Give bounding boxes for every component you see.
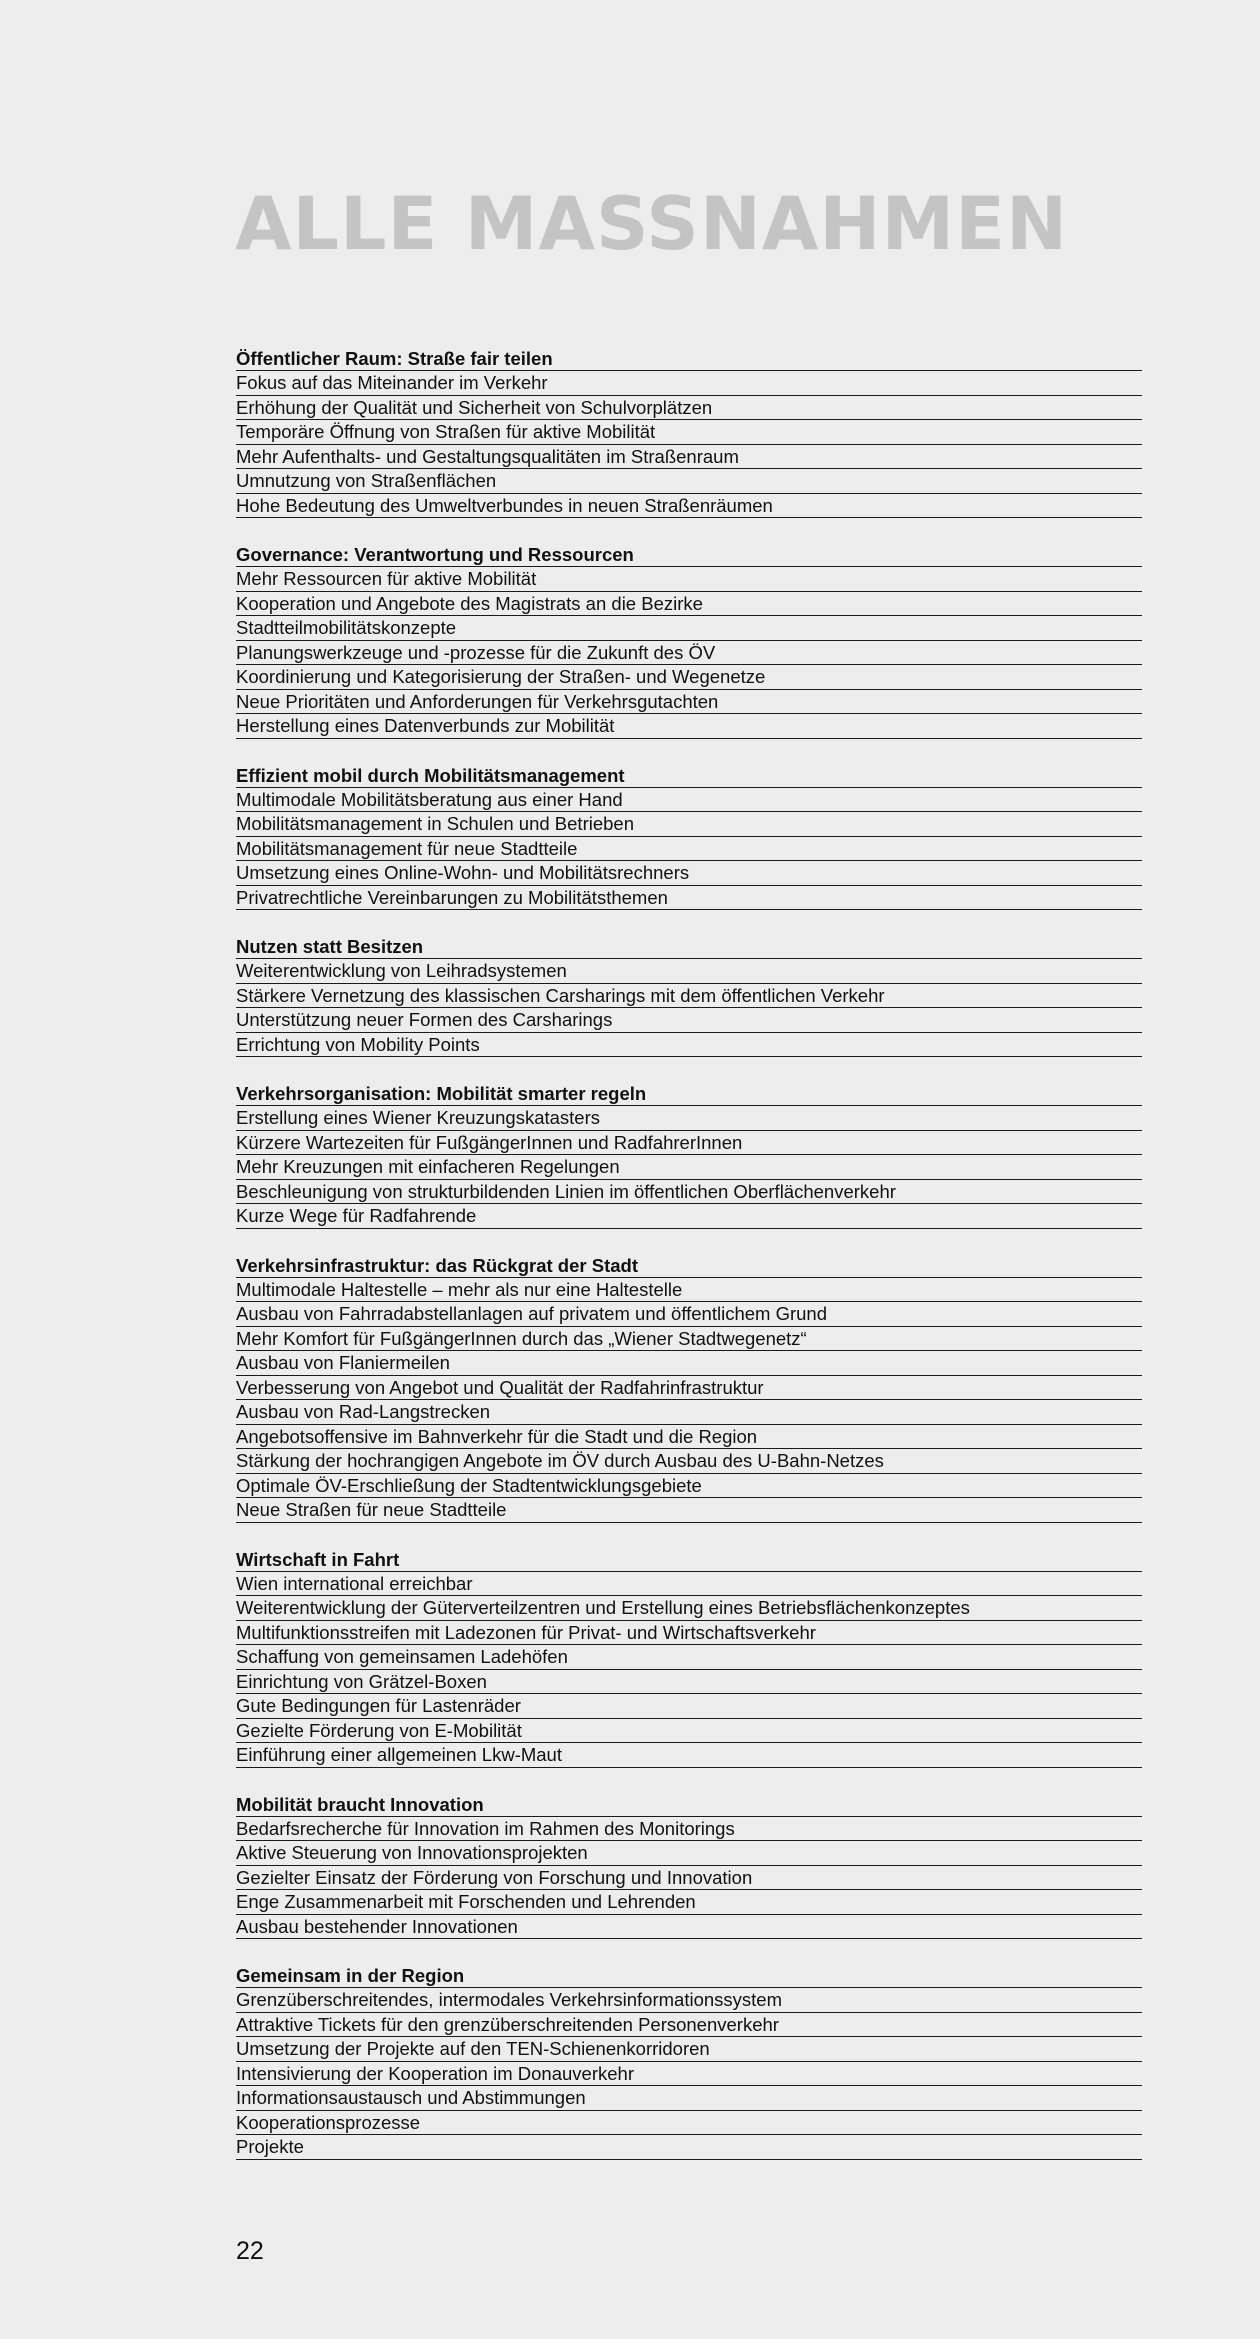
measure-item: Mobilitätsmanagement für neue Stadtteile xyxy=(236,837,1142,862)
measure-item: Optimale ÖV-Erschließung der Stadtentwicklungsgebiete xyxy=(236,1474,1142,1499)
measure-item: Ausbau von Rad-Langstrecken xyxy=(236,1400,1142,1425)
page-number: 22 xyxy=(236,2237,264,2265)
section-heading: Nutzen statt Besitzen xyxy=(236,935,1142,959)
measure-section xyxy=(236,1964,1142,2160)
measure-section xyxy=(236,543,1142,739)
measure-item: Gezielte Förderung von E-Mobilität xyxy=(236,1719,1142,1744)
measure-item: Hohe Bedeutung des Umweltverbundes in neuen Straßenräumen xyxy=(236,494,1142,519)
measure-item: Aktive Steuerung von Innovationsprojekten xyxy=(236,1841,1142,1866)
section-heading: Mobilität braucht Innovation xyxy=(236,1793,1142,1817)
measure-item: Wien international erreichbar xyxy=(236,1572,1142,1597)
measure-item: Privatrechtliche Vereinbarungen zu Mobilitätsthemen xyxy=(236,886,1142,911)
measure-item: Erstellung eines Wiener Kreuzungskatasters xyxy=(236,1106,1142,1131)
measure-item: Stärkere Vernetzung des klassischen Carsharings mit dem öffentlichen Verkehr xyxy=(236,984,1142,1009)
measure-item: Ausbau bestehender Innovationen xyxy=(236,1915,1142,1940)
measure-item: Mobilitätsmanagement in Schulen und Betrieben xyxy=(236,812,1142,837)
measure-item: Enge Zusammenarbeit mit Forschenden und Lehrenden xyxy=(236,1890,1142,1915)
measure-item: Bedarfsrecherche für Innovation im Rahmen des Monitorings xyxy=(236,1817,1142,1842)
measure-item: Multifunktionsstreifen mit Ladezonen für Privat- und Wirtschaftsverkehr xyxy=(236,1621,1142,1646)
measure-item: Neue Straßen für neue Stadtteile xyxy=(236,1498,1142,1523)
measure-item: Temporäre Öffnung von Straßen für aktive Mobilität xyxy=(236,420,1142,445)
measure-item: Errichtung von Mobility Points xyxy=(236,1033,1142,1058)
measure-item: Angebotsoffensive im Bahnverkehr für die Stadt und die Region xyxy=(236,1425,1142,1450)
section-heading: Öffentlicher Raum: Straße fair teilen xyxy=(236,347,1142,371)
section-heading: Effizient mobil durch Mobilitätsmanagement xyxy=(236,764,1142,788)
measure-section xyxy=(236,347,1142,518)
measure-item: Umnutzung von Straßenflächen xyxy=(236,469,1142,494)
measure-item: Erhöhung der Qualität und Sicherheit von Schulvorplätzen xyxy=(236,396,1142,421)
measure-item: Mehr Komfort für FußgängerInnen durch das „Wiener Stadtwegenetz“ xyxy=(236,1327,1142,1352)
measure-item: Einführung einer allgemeinen Lkw-Maut xyxy=(236,1743,1142,1768)
measure-item: Fokus auf das Miteinander im Verkehr xyxy=(236,371,1142,396)
page-title: ALLE MASSNAHMEN xyxy=(235,182,1069,267)
measure-item: Umsetzung der Projekte auf den TEN-Schienenkorridoren xyxy=(236,2037,1142,2062)
measure-section xyxy=(236,1793,1142,1940)
measure-item: Multimodale Haltestelle – mehr als nur eine Haltestelle xyxy=(236,1278,1142,1303)
measure-item: Informationsaustausch und Abstimmungen xyxy=(236,2086,1142,2111)
section-heading: Verkehrsinfrastruktur: das Rückgrat der Stadt xyxy=(236,1254,1142,1278)
section-heading: Governance: Verantwortung und Ressourcen xyxy=(236,543,1142,567)
measure-item: Stärkung der hochrangigen Angebote im ÖV durch Ausbau des U-Bahn-Netzes xyxy=(236,1449,1142,1474)
measure-item: Umsetzung eines Online-Wohn- und Mobilitätsrechners xyxy=(236,861,1142,886)
measure-item: Gute Bedingungen für Lastenräder xyxy=(236,1694,1142,1719)
measure-item: Mehr Aufenthalts- und Gestaltungsqualitäten im Straßenraum xyxy=(236,445,1142,470)
measure-item: Kurze Wege für Radfahrende xyxy=(236,1204,1142,1229)
measure-item: Einrichtung von Grätzel-Boxen xyxy=(236,1670,1142,1695)
measures-list xyxy=(236,347,1142,2185)
section-heading: Wirtschaft in Fahrt xyxy=(236,1548,1142,1572)
measure-item: Stadtteilmobilitätskonzepte xyxy=(236,616,1142,641)
measure-item: Koordinierung und Kategorisierung der Straßen- und Wegenetze xyxy=(236,665,1142,690)
measure-section xyxy=(236,1254,1142,1523)
measure-item: Planungswerkzeuge und -prozesse für die Zukunft des ÖV xyxy=(236,641,1142,666)
measure-item: Kürzere Wartezeiten für FußgängerInnen und RadfahrerInnen xyxy=(236,1131,1142,1156)
measure-item: Mehr Kreuzungen mit einfacheren Regelungen xyxy=(236,1155,1142,1180)
measure-item: Attraktive Tickets für den grenzüberschreitenden Personenverkehr xyxy=(236,2013,1142,2038)
measure-item: Weiterentwicklung der Güterverteilzentren und Erstellung eines Betriebsflächenkonzeptes xyxy=(236,1596,1142,1621)
measure-item: Projekte xyxy=(236,2135,1142,2160)
measure-item: Mehr Ressourcen für aktive Mobilität xyxy=(236,567,1142,592)
measure-section xyxy=(236,764,1142,911)
measure-item: Grenzüberschreitendes, intermodales Verkehrsinformationssystem xyxy=(236,1988,1142,2013)
measure-item: Kooperation und Angebote des Magistrats an die Bezirke xyxy=(236,592,1142,617)
section-heading: Gemeinsam in der Region xyxy=(236,1964,1142,1988)
measure-item: Intensivierung der Kooperation im Donauverkehr xyxy=(236,2062,1142,2087)
measure-item: Ausbau von Fahrradabstellanlagen auf privatem und öffentlichem Grund xyxy=(236,1302,1142,1327)
measure-section xyxy=(236,1082,1142,1229)
measure-item: Beschleunigung von strukturbildenden Linien im öffentlichen Oberflächenverkehr xyxy=(236,1180,1142,1205)
measure-item: Unterstützung neuer Formen des Carsharings xyxy=(236,1008,1142,1033)
measure-item: Weiterentwicklung von Leihradsystemen xyxy=(236,959,1142,984)
measure-item: Schaffung von gemeinsamen Ladehöfen xyxy=(236,1645,1142,1670)
measure-item: Neue Prioritäten und Anforderungen für Verkehrsgutachten xyxy=(236,690,1142,715)
measure-item: Herstellung eines Datenverbunds zur Mobilität xyxy=(236,714,1142,739)
measure-section xyxy=(236,935,1142,1057)
measure-item: Kooperationsprozesse xyxy=(236,2111,1142,2136)
measure-item: Verbesserung von Angebot und Qualität der Radfahrinfrastruktur xyxy=(236,1376,1142,1401)
measure-item: Gezielter Einsatz der Förderung von Forschung und Innovation xyxy=(236,1866,1142,1891)
measure-section xyxy=(236,1548,1142,1768)
section-heading: Verkehrsorganisation: Mobilität smarter regeln xyxy=(236,1082,1142,1106)
measure-item: Multimodale Mobilitätsberatung aus einer Hand xyxy=(236,788,1142,813)
measure-item: Ausbau von Flaniermeilen xyxy=(236,1351,1142,1376)
